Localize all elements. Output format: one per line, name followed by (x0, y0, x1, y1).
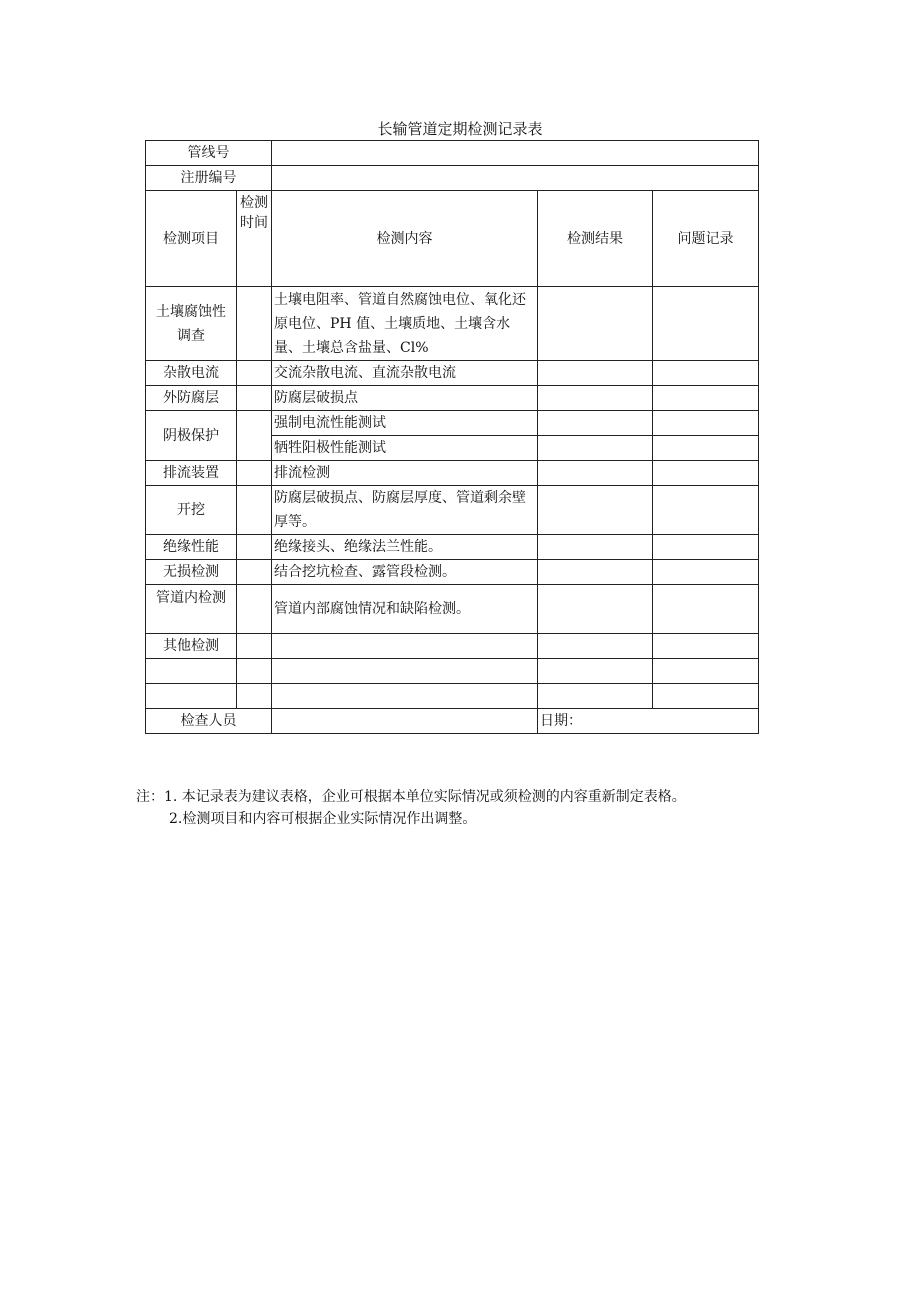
registration-no-row (146, 166, 759, 191)
row-item-drainage-device: 排流装置 (146, 461, 237, 486)
row-item-excavation: 开挖 (146, 486, 237, 535)
row-issue-cell[interactable] (653, 411, 759, 436)
row-issue-cell[interactable] (653, 659, 759, 684)
registration-no-label: 注册编号 (146, 166, 272, 191)
row-result-cell[interactable] (538, 486, 653, 535)
row-time-cell[interactable] (237, 361, 272, 386)
table-row (146, 659, 759, 684)
row-item-ndt: 无损检测 (146, 560, 237, 585)
row-item-insulation: 绝缘性能 (146, 535, 237, 560)
row-issue-cell[interactable] (653, 461, 759, 486)
row-result-cell[interactable] (538, 436, 653, 461)
row-issue-cell[interactable] (653, 535, 759, 560)
row-result-cell[interactable] (538, 634, 653, 659)
row-issue-cell[interactable] (653, 634, 759, 659)
column-header-issue: 问题记录 (653, 191, 759, 287)
row-time-cell[interactable] (237, 535, 272, 560)
column-header-time: 检测时间 (237, 191, 272, 287)
inspector-field[interactable] (272, 709, 538, 734)
row-time-cell[interactable] (237, 386, 272, 411)
row-result-cell[interactable] (538, 411, 653, 436)
row-time-cell[interactable] (237, 461, 272, 486)
row-item-cathodic-protection: 阴极保护 (146, 411, 237, 461)
table-row (146, 461, 759, 486)
row-result-cell[interactable] (538, 560, 653, 585)
registration-no-field[interactable] (272, 166, 759, 191)
page-title: 长输管道定期检测记录表 (377, 120, 543, 138)
row-issue-cell[interactable] (653, 560, 759, 585)
row-time-cell[interactable] (237, 486, 272, 535)
table-row (146, 486, 759, 535)
row-issue-cell[interactable] (653, 361, 759, 386)
row-item-inline-inspection: 管道内检测 (146, 585, 237, 634)
row-issue-cell[interactable] (653, 585, 759, 634)
row-content-sacrificial-anode: 牺牲阳极性能测试 (272, 436, 538, 461)
row-time-cell[interactable] (237, 287, 272, 361)
row-content-impressed-current: 强制电流性能测试 (272, 411, 538, 436)
row-issue-cell[interactable] (653, 486, 759, 535)
row-time-cell[interactable] (237, 560, 272, 585)
row-content-external-coating: 防腐层破损点 (272, 386, 538, 411)
row-result-cell[interactable] (538, 386, 653, 411)
row-result-cell[interactable] (538, 535, 653, 560)
table-row (146, 287, 759, 361)
row-content-stray-current: 交流杂散电流、直流杂散电流 (272, 361, 538, 386)
row-time-cell[interactable] (237, 634, 272, 659)
table-row (146, 361, 759, 386)
pipeline-no-field[interactable] (272, 141, 759, 166)
row-result-cell[interactable] (538, 585, 653, 634)
row-time-cell[interactable] (237, 411, 272, 461)
row-time-cell[interactable] (237, 659, 272, 684)
row-result-cell[interactable] (538, 361, 653, 386)
row-result-cell[interactable] (538, 461, 653, 486)
row-issue-cell[interactable] (653, 436, 759, 461)
row-item-blank[interactable] (146, 659, 237, 684)
date-label: 日期： (538, 709, 759, 734)
row-content-blank[interactable] (272, 684, 538, 709)
row-time-cell[interactable] (237, 684, 272, 709)
row-content-excavation: 防腐层破损点、防腐层厚度、管道剩余壁厚等。 (272, 486, 538, 535)
table-row (146, 684, 759, 709)
row-result-cell[interactable] (538, 659, 653, 684)
table-row (146, 634, 759, 659)
inspector-label: 检查人员 (146, 709, 272, 734)
column-header-result: 检测结果 (538, 191, 653, 287)
table-row (146, 560, 759, 585)
row-content-insulation: 绝缘接头、绝缘法兰性能。 (272, 535, 538, 560)
row-content-drainage-device: 排流检测 (272, 461, 538, 486)
row-time-cell[interactable] (237, 585, 272, 634)
pipeline-no-row (146, 141, 759, 166)
row-item-blank[interactable] (146, 684, 237, 709)
row-result-cell[interactable] (538, 684, 653, 709)
row-issue-cell[interactable] (653, 684, 759, 709)
row-item-external-coating: 外防腐层 (146, 386, 237, 411)
notes (136, 786, 686, 830)
column-header-content: 检测内容 (272, 191, 538, 287)
inspection-record-table (145, 140, 759, 734)
inspector-row (146, 709, 759, 734)
note-line-2: 2.检测项目和内容可根据企业实际情况作出调整。 (169, 811, 477, 827)
row-content-ndt: 结合挖坑检查、露管段检测。 (272, 560, 538, 585)
row-result-cell[interactable] (538, 287, 653, 361)
row-item-other: 其他检测 (146, 634, 237, 659)
row-content-soil-corrosion: 土壤电阻率、管道自然腐蚀电位、氧化还原电位、PH 值、土壤质地、土壤含水量、土壤总含盐量、Cl% (272, 287, 538, 361)
table-row (146, 386, 759, 411)
row-content-other[interactable] (272, 634, 538, 659)
row-item-stray-current: 杂散电流 (146, 361, 237, 386)
table-row (146, 411, 759, 436)
row-content-inline-inspection: 管道内部腐蚀情况和缺陷检测。 (272, 585, 538, 634)
row-issue-cell[interactable] (653, 386, 759, 411)
row-issue-cell[interactable] (653, 287, 759, 361)
table-row (146, 535, 759, 560)
row-item-soil-corrosion: 土壤腐蚀性调查 (146, 287, 237, 361)
column-header-row (146, 191, 759, 287)
table-row (146, 585, 759, 634)
column-header-item: 检测项目 (146, 191, 237, 287)
note-line-1: 注：1. 本记录表为建议表格，企业可根据本单位实际情况或须检测的内容重新制定表格。 (136, 789, 686, 805)
pipeline-no-label: 管线号 (146, 141, 272, 166)
row-content-blank[interactable] (272, 659, 538, 684)
